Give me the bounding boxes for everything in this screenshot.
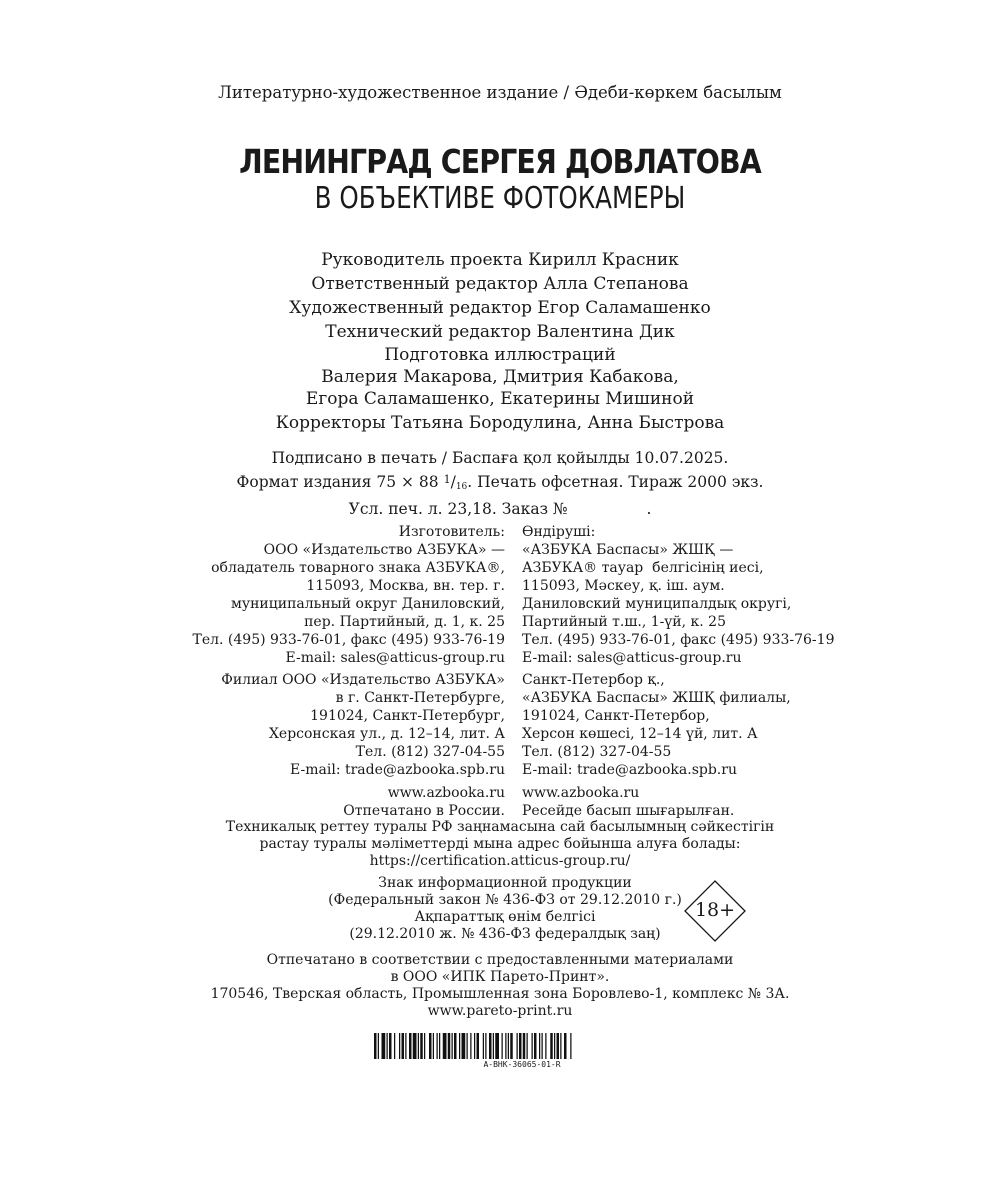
credit-line: Ответственный редактор Алла Степанова xyxy=(311,274,689,294)
format-line xyxy=(0,469,1000,498)
branch-line: Тел. (812) 327-04-55 xyxy=(355,744,505,760)
barcode-bar xyxy=(452,1033,453,1059)
barcode-bar xyxy=(418,1033,419,1059)
barcode-bar xyxy=(485,1033,486,1059)
print-info xyxy=(0,447,1000,520)
barcode-bar xyxy=(439,1033,440,1059)
barcode-bar xyxy=(387,1033,388,1059)
branch-line: Херсон көшесі, 12–14 үй, лит. А xyxy=(522,726,758,742)
barcode-bar xyxy=(437,1033,438,1059)
tech-line: растау туралы мәліметтерді мына адрес бойынша алуға болады: xyxy=(259,836,741,852)
credit-line: Художественный редактор Егор Саламашенко xyxy=(289,298,711,318)
signed-date: Подписано в печать / Баспаға қол қойылды 10.07.2025. xyxy=(271,449,729,467)
barcode-bar xyxy=(545,1033,546,1059)
manufacturer-line: АЗБУКА® тауар белгісінің иесі, xyxy=(522,560,764,576)
barcode-bar xyxy=(532,1033,533,1059)
printer-line: в ООО «ИПК Парето-Принт». xyxy=(390,969,610,985)
barcode-bar xyxy=(508,1033,509,1059)
barcode-bar xyxy=(502,1033,503,1059)
sign-line: Ақпараттық өнім белгісі xyxy=(414,909,596,925)
barcode-bar xyxy=(550,1033,553,1059)
certification-url: https://certification.atticus-group.ru/ xyxy=(369,853,631,869)
manufacturer-line: Тел. (495) 933-76-01, факс (495) 933-76-19 xyxy=(522,632,835,648)
branch-line: E-mail: trade@azbooka.spb.ru xyxy=(290,762,505,778)
manufacturer-line: 115093, Мәскеу, қ. іш. аум. xyxy=(522,578,725,594)
website-link: www.azbooka.ru xyxy=(522,785,640,801)
credit-line: Технический редактор Валентина Дик xyxy=(325,322,675,342)
barcode-bar xyxy=(560,1033,561,1059)
barcode-bar xyxy=(554,1033,555,1059)
barcode xyxy=(374,1033,670,1059)
barcode-bar xyxy=(405,1033,406,1059)
manufacturer-line: ООО «Издательство АЗБУКА» — xyxy=(263,542,505,558)
manufacturer-line: E-mail: sales@atticus-group.ru xyxy=(285,650,505,666)
branch-line: Филиал ООО «Издательство АЗБУКА» xyxy=(221,672,505,688)
sign-line: (29.12.2010 ж. № 436-ФЗ федералдық заң) xyxy=(349,926,661,942)
barcode-bar xyxy=(382,1033,386,1059)
barcode-bar xyxy=(527,1033,528,1059)
info-product-sign xyxy=(300,875,710,943)
format-denominator: 16 xyxy=(455,482,468,492)
barcode-bar xyxy=(462,1033,466,1059)
sheets-order: Усл. печ. л. 23,18. Заказ № . xyxy=(348,500,652,518)
barcode-bar xyxy=(470,1033,471,1059)
publisher-column-ru xyxy=(193,523,505,820)
barcode-bar xyxy=(523,1033,526,1059)
manufacturer-line: Изготовитель: xyxy=(398,524,505,540)
barcode-bar xyxy=(454,1033,457,1059)
manufacturer-line: 115093, Москва, вн. тер. г. xyxy=(306,578,505,594)
manufacturer-line: E-mail: sales@atticus-group.ru xyxy=(522,650,742,666)
barcode-bar xyxy=(570,1033,571,1059)
sign-line: Знак информационной продукции xyxy=(378,875,632,891)
barcode-bar xyxy=(534,1033,537,1059)
barcode-bar xyxy=(420,1033,423,1059)
barcode-bar xyxy=(399,1033,400,1059)
barcode-bar xyxy=(474,1033,475,1059)
manufacturer-line: «АЗБУКА Баспасы» ЖШҚ — xyxy=(522,542,734,558)
barcode-bar xyxy=(510,1033,513,1059)
format-separator: / xyxy=(450,473,456,491)
book-subtitle: В ОБЪЕКТИВЕ ФОТОКАМЕРЫ xyxy=(314,181,686,216)
format-numerator: 1 xyxy=(443,473,451,486)
manufacturer-line: Тел. (495) 933-76-01, факс (495) 933-76-19 xyxy=(192,632,505,648)
manufacturer-line: муниципальный округ Даниловский, xyxy=(230,596,505,612)
credit-line: Валерия Макарова, Дмитрия Кабакова, xyxy=(321,367,679,387)
barcode-bar xyxy=(433,1033,434,1059)
barcode-bar xyxy=(402,1033,405,1059)
printed-in: Ресейде басып шығарылған. xyxy=(522,803,735,819)
tech-line: Техникалық реттеу туралы РФ заңнамасына сай басылымның сәйкестігін xyxy=(225,819,775,835)
barcode-bar xyxy=(557,1033,560,1059)
format-prefix: Формат издания 75 × 88 xyxy=(236,473,444,491)
printer-info xyxy=(0,952,1000,1020)
age-rating: 18+ xyxy=(694,899,736,921)
barcode-text: A-BHK-36065-01-R xyxy=(483,1060,561,1069)
barcode-bar xyxy=(542,1033,543,1059)
format-suffix: . Печать офсетная. Тираж 2000 экз. xyxy=(467,473,764,491)
branch-line: Херсонская ул., д. 12–14, лит. А xyxy=(268,726,505,742)
barcode-bar xyxy=(467,1033,468,1059)
credit-line: Егора Саламашенко, Екатерины Мишиной xyxy=(305,389,695,409)
edition-type: Литературно-художественное издание / Әдеби-көркем басылым xyxy=(218,83,782,102)
sign-line: (Федеральный закон № 436-ФЗ от 29.12.2010 г.) xyxy=(328,892,682,908)
barcode-bar xyxy=(495,1033,499,1059)
credit-line: Подготовка иллюстраций xyxy=(384,345,616,365)
printed-in: Отпечатано в России. xyxy=(343,803,505,819)
printer-line: 170546, Тверская область, Промышленная зона Боровлево-1, комплекс № 3А. xyxy=(210,986,790,1002)
website-link: www.azbooka.ru xyxy=(387,785,505,801)
tech-regulation xyxy=(0,819,1000,870)
barcode-bar xyxy=(429,1033,432,1059)
branch-line: Тел. (812) 327-04-55 xyxy=(522,744,672,760)
manufacturer-line: Өндіруші: xyxy=(522,524,596,540)
manufacturer-line: Даниловский муниципалдық округі, xyxy=(522,596,792,612)
barcode-bar xyxy=(477,1033,480,1059)
credit-line: Корректоры Татьяна Бородулина, Анна Быстрова xyxy=(275,413,725,433)
barcode-bar xyxy=(424,1033,425,1059)
branch-line: в г. Санкт-Петербурге, xyxy=(335,690,505,706)
manufacturer-line: пер. Партийный, д. 1, к. 25 xyxy=(304,614,505,630)
barcode-bar xyxy=(378,1033,379,1059)
barcode-bar xyxy=(374,1033,377,1059)
book-title: ЛЕНИНГРАД СЕРГЕЯ ДОВЛАТОВА xyxy=(239,142,761,181)
printer-line: Отпечатано в соответствии с предоставленными материалами xyxy=(266,952,734,968)
barcode-bar xyxy=(483,1033,484,1059)
barcode-bar xyxy=(459,1033,460,1059)
credit-line: Руководитель проекта Кирилл Красник xyxy=(321,250,679,270)
credits-block xyxy=(0,248,1000,435)
barcode-bar xyxy=(443,1033,447,1059)
barcode-bar xyxy=(519,1033,522,1059)
branch-line: 191024, Санкт-Петербург, xyxy=(310,708,505,724)
barcode-bar xyxy=(409,1033,412,1059)
barcode-bar xyxy=(517,1033,518,1059)
barcode-bar xyxy=(448,1033,451,1059)
barcode-bar xyxy=(394,1033,395,1059)
manufacturer-line: Партийный т.ш., 1-үй, к. 25 xyxy=(522,614,726,630)
barcode-bar xyxy=(505,1033,506,1059)
printer-website: www.pareto-print.ru xyxy=(427,1003,573,1019)
manufacturer-line: обладатель товарного знака АЗБУКА®, xyxy=(211,560,505,576)
publisher-column-kz xyxy=(522,523,834,820)
branch-line: «АЗБУКА Баспасы» ЖШҚ филиалы, xyxy=(522,690,791,706)
branch-line: Санкт-Петербор қ., xyxy=(522,672,665,688)
barcode-bar xyxy=(413,1033,417,1059)
branch-line: 191024, Санкт-Петербор, xyxy=(522,708,710,724)
barcode-bar xyxy=(389,1033,392,1059)
branch-line: E-mail: trade@azbooka.spb.ru xyxy=(522,762,737,778)
barcode-bar xyxy=(564,1033,567,1059)
barcode-bar xyxy=(489,1033,492,1059)
barcode-bar xyxy=(493,1033,494,1059)
barcode-bar xyxy=(539,1033,540,1059)
